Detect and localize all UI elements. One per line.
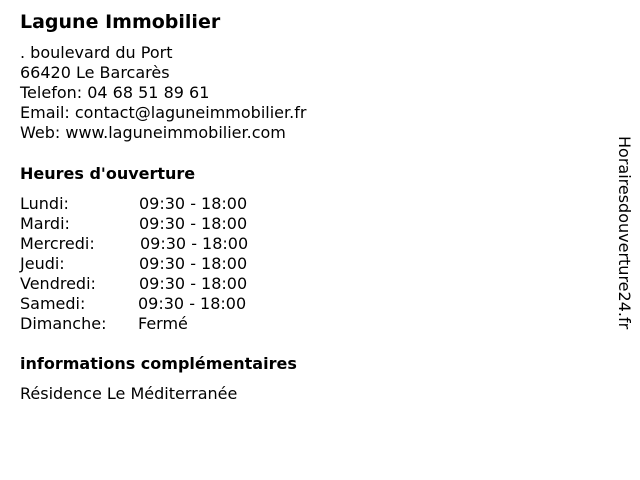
day-label: Samedi: xyxy=(20,294,86,313)
time-value: Fermé xyxy=(138,314,188,333)
hours-row-monday xyxy=(20,194,280,214)
day-label: Jeudi: xyxy=(20,254,65,273)
phone-number: Telefon: 04 68 51 89 61 xyxy=(20,83,210,102)
opening-hours-table xyxy=(20,194,280,334)
day-label: Vendredi: xyxy=(20,274,96,293)
hours-row-thursday xyxy=(20,254,280,274)
site-watermark xyxy=(612,136,636,372)
contact-block xyxy=(20,43,306,143)
additional-info-heading: informations complémentaires xyxy=(20,354,297,373)
day-label: Mercredi: xyxy=(20,234,95,253)
day-label: Dimanche: xyxy=(20,314,107,333)
email-address: Email: contact@laguneimmobilier.fr xyxy=(20,103,307,122)
day-label: Mardi: xyxy=(20,214,70,233)
time-value: 09:30 - 18:00 xyxy=(139,274,248,293)
hours-row-saturday xyxy=(20,294,280,314)
hours-row-sunday xyxy=(20,314,280,334)
hours-row-wednesday xyxy=(20,234,280,254)
day-label: Lundi: xyxy=(20,194,69,213)
time-value: 09:30 - 18:00 xyxy=(139,214,248,233)
website-address: Web: www.laguneimmobilier.com xyxy=(20,123,286,142)
time-value: 09:30 - 18:00 xyxy=(138,294,247,313)
watermark-text: Horairesdouverture24.fr xyxy=(615,136,634,330)
business-name: Lagune Immobilier xyxy=(20,11,221,33)
time-value: 09:30 - 18:00 xyxy=(139,194,248,213)
additional-info-text: Résidence Le Méditerranée xyxy=(20,384,238,403)
address-city: 66420 Le Barcarès xyxy=(20,63,170,82)
hours-row-tuesday xyxy=(20,214,280,234)
opening-hours-heading: Heures d'ouverture xyxy=(20,164,196,183)
time-value: 09:30 - 18:00 xyxy=(139,254,248,273)
hours-row-friday xyxy=(20,274,280,294)
address-street: . boulevard du Port xyxy=(20,43,173,62)
time-value: 09:30 - 18:00 xyxy=(140,234,249,253)
